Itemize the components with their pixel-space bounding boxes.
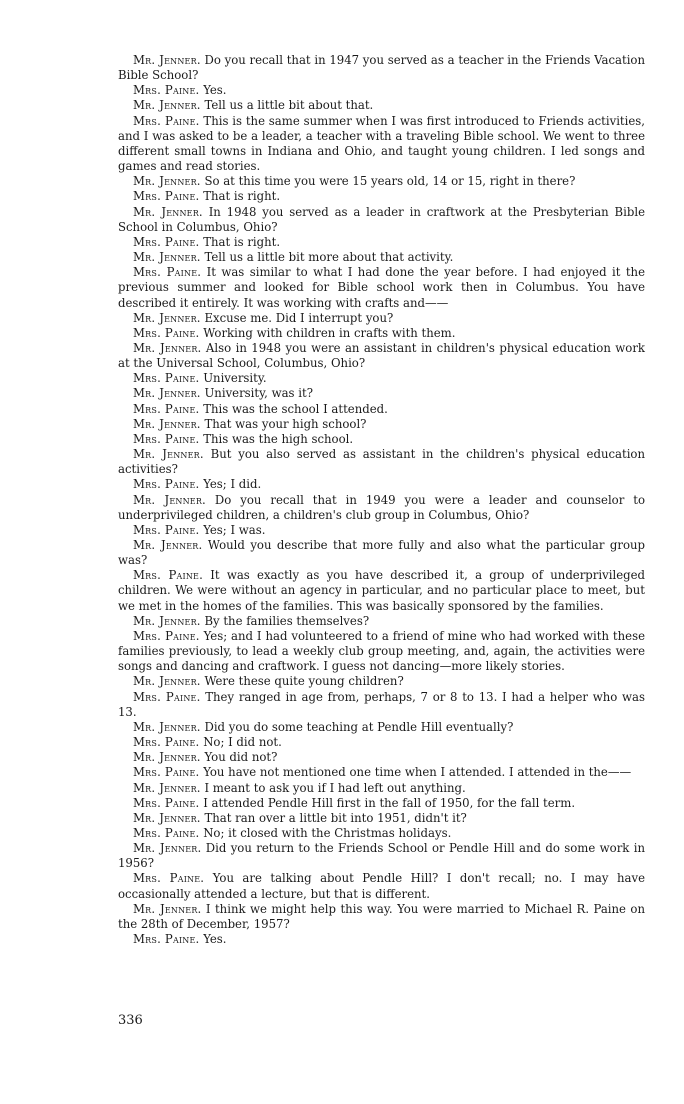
speaker-label: Mr. Jenner. xyxy=(133,538,203,552)
speech-text: Yes; I did. xyxy=(203,477,262,492)
speech-text: Yes; and I had volunteered to a friend of mine who had worked with these families previously, to lead a weekly club group meeting, and, again, the activities were songs and dancing and craftwork. I guess not dancing—more likely stories. xyxy=(118,628,645,674)
transcript-paragraph xyxy=(118,750,645,765)
transcript-paragraph xyxy=(118,341,645,371)
speech-text: Do you recall that in 1947 you served as a teacher in the Friends Vacation Bible School? xyxy=(118,53,645,83)
transcript-paragraph xyxy=(118,250,645,265)
speaker-label: Mrs. Paine. xyxy=(133,628,200,643)
transcript-paragraph xyxy=(118,493,645,523)
speaker-label: Mrs. Paine. xyxy=(133,189,200,204)
transcript-paragraph xyxy=(118,265,645,310)
transcript-paragraph xyxy=(118,674,645,689)
speaker-label: Mrs. Paine. xyxy=(133,871,205,886)
page-number: 336 xyxy=(118,1013,143,1028)
speaker-label: Mrs. Paine. xyxy=(133,795,200,810)
speech-text: Excuse me. Did I interrupt you? xyxy=(204,310,394,325)
speech-text: That was your high school? xyxy=(204,416,367,431)
speaker-label: Mr. Jenner. xyxy=(133,780,201,795)
speech-text: Working with children in crafts with them. xyxy=(203,325,456,340)
transcript-paragraph xyxy=(118,447,645,477)
speech-text: You did not? xyxy=(204,750,278,765)
transcript-paragraph xyxy=(118,114,645,175)
speaker-label: Mr. Jenner. xyxy=(133,250,201,265)
speech-text: This was the school I attended. xyxy=(203,401,388,416)
speaker-label: Mrs. Paine. xyxy=(133,765,200,780)
speech-text: University. xyxy=(203,371,267,386)
speaker-label: Mrs. Paine. xyxy=(133,371,200,386)
speech-text: Also in 1948 you were an assistant in children's physical education work at the Universal School, Columbus, Ohio? xyxy=(118,340,646,371)
speech-text: No; it closed with the Christmas holidays. xyxy=(203,825,452,840)
speaker-label: Mr. Jenner. xyxy=(133,386,201,401)
speaker-label: Mr. Jenner. xyxy=(133,613,201,628)
speech-text: This was the high school. xyxy=(203,431,354,446)
speech-text: Yes; I was. xyxy=(203,522,266,537)
transcript-paragraph xyxy=(118,811,645,826)
transcript-paragraph xyxy=(118,614,645,629)
speech-text: You are talking about Pendle Hill? I don't recall; no. I may have occasionally attended a lecture, but that is different. xyxy=(118,871,645,901)
speech-text: Were these quite young children? xyxy=(204,674,404,689)
speaker-label: Mrs. Paine. xyxy=(133,825,200,840)
speech-text: It was exactly as you have described it, a group of underprivileged children. We were without an agency in particular, and no particular place to meet, but we met in the homes of the families. This was basically sponsored by the families. xyxy=(118,568,645,613)
speech-text: Tell us a little bit more about that activity. xyxy=(204,250,454,265)
speaker-label: Mrs. Paine. xyxy=(133,234,200,249)
speaker-label: Mrs. Paine. xyxy=(133,735,200,750)
transcript-paragraph xyxy=(118,902,645,932)
transcript-paragraph xyxy=(118,841,645,871)
transcript-paragraph xyxy=(118,386,645,401)
transcript-paragraph xyxy=(118,53,645,83)
speech-text: That is right. xyxy=(203,234,281,249)
transcript-paragraph xyxy=(118,871,645,901)
speaker-label: Mrs. Paine. xyxy=(133,401,200,416)
speaker-label: Mr. Jenner. xyxy=(133,492,206,507)
speaker-label: Mr. Jenner. xyxy=(133,204,203,219)
speech-text: Yes. xyxy=(203,932,227,947)
speech-text: This is the same summer when I was first introduced to Friends activities, and I was asked to be a leader, a teacher with a traveling Bible school. We went to three different small towns in Indiana and Ohio, and taught young children. I led songs and games and read stories. xyxy=(118,113,646,174)
transcript-paragraph xyxy=(118,174,645,189)
speech-text: It was similar to what I had done the year before. I had enjoyed it the previous summer and looked for Bible school work then in Columbus. You have described it entirely. It was working with crafts and—— xyxy=(118,265,645,310)
transcript-paragraph xyxy=(118,417,645,432)
transcript-paragraph xyxy=(118,189,645,204)
speech-text: They ranged in age from, perhaps, 7 or 8 to 13. I had a helper who was 13. xyxy=(118,689,645,719)
transcript-paragraph xyxy=(118,326,645,341)
transcript-paragraph xyxy=(118,720,645,735)
speech-text: So at this time you were 15 years old, 14 or 15, right in there? xyxy=(204,174,576,189)
speaker-label: Mr. Jenner. xyxy=(133,340,202,355)
speaker-label: Mrs. Paine. xyxy=(133,325,200,340)
speaker-label: Mrs. Paine. xyxy=(133,932,200,947)
transcript-paragraph xyxy=(118,371,645,386)
speaker-label: Mrs. Paine. xyxy=(133,522,200,537)
speaker-label: Mrs. Paine. xyxy=(133,477,200,492)
transcript-paragraph xyxy=(118,311,645,326)
transcript-paragraph xyxy=(118,765,645,780)
transcript-paragraph xyxy=(118,432,645,447)
transcript-paragraph xyxy=(118,477,645,492)
speech-text: By the families themselves? xyxy=(204,613,370,628)
transcript-paragraph xyxy=(118,568,645,613)
speech-text: But you also served as assistant in the children's physical education activities? xyxy=(118,447,645,477)
speech-text: Would you describe that more fully and also what the particular group was? xyxy=(118,538,645,568)
transcript-paragraph xyxy=(118,932,645,947)
speech-text: No; I did not. xyxy=(203,735,282,750)
speech-text: Tell us a little bit about that. xyxy=(204,98,374,113)
speaker-label: Mr. Jenner. xyxy=(133,719,201,734)
transcript-paragraph xyxy=(118,402,645,417)
transcript-page xyxy=(118,53,645,947)
speech-text: In 1948 you served as a leader in craftwork at the Presbyterian Bible School in Columbus, Ohio? xyxy=(118,204,645,234)
speaker-label: Mr. Jenner. xyxy=(133,447,204,462)
speech-text: Did you return to the Friends School or Pendle Hill and do some work in 1956? xyxy=(118,841,645,871)
speaker-label: Mr. Jenner. xyxy=(133,98,201,113)
transcript-paragraph xyxy=(118,205,645,235)
speaker-label: Mrs. Paine. xyxy=(133,689,201,704)
speaker-label: Mr. Jenner. xyxy=(133,310,201,325)
speech-text: You have not mentioned one time when I attended. I attended in the—— xyxy=(203,765,632,780)
transcript-paragraph xyxy=(118,796,645,811)
speaker-label: Mr. Jenner. xyxy=(133,901,202,916)
speaker-label: Mr. Jenner. xyxy=(133,810,201,825)
speaker-label: Mr. Jenner. xyxy=(133,841,202,856)
speech-text: Did you do some teaching at Pendle Hill eventually? xyxy=(204,719,514,734)
speech-text: I meant to ask you if I had left out anything. xyxy=(204,780,466,795)
speaker-label: Mrs. Paine. xyxy=(133,265,202,280)
speaker-label: Mr. Jenner. xyxy=(133,416,201,431)
speaker-label: Mr. Jenner. xyxy=(133,750,201,765)
transcript-paragraph xyxy=(118,538,645,568)
transcript-paragraph xyxy=(118,629,645,674)
speaker-label: Mrs. Paine. xyxy=(133,568,203,583)
speaker-label: Mrs. Paine. xyxy=(133,113,200,128)
speech-text: I think we might help this way. You were married to Michael R. Paine on the 28th of December, 1957? xyxy=(118,901,645,931)
transcript-paragraph xyxy=(118,235,645,250)
transcript-paragraph xyxy=(118,826,645,841)
speaker-label: Mr. Jenner. xyxy=(133,53,201,67)
speech-text: Do you recall that in 1949 you were a leader and counselor to underprivileged children, a children's club group in Columbus, Ohio? xyxy=(118,492,645,522)
transcript-paragraph xyxy=(118,690,645,720)
speaker-label: Mrs. Paine. xyxy=(133,431,200,446)
speech-text: University, was it? xyxy=(204,386,313,401)
speech-text: I attended Pendle Hill first in the fall of 1950, for the fall term. xyxy=(203,795,576,810)
speech-text: Yes. xyxy=(203,83,227,98)
speaker-label: Mr. Jenner. xyxy=(133,674,201,689)
speech-text: That is right. xyxy=(203,189,281,204)
speaker-label: Mr. Jenner. xyxy=(133,174,201,189)
transcript-paragraph xyxy=(118,523,645,538)
transcript-paragraph xyxy=(118,83,645,98)
speech-text: That ran over a little bit into 1951, didn't it? xyxy=(204,810,467,825)
speaker-label: Mrs. Paine. xyxy=(133,83,200,98)
transcript-paragraph xyxy=(118,98,645,113)
transcript-paragraph xyxy=(118,735,645,750)
transcript-paragraph xyxy=(118,781,645,796)
